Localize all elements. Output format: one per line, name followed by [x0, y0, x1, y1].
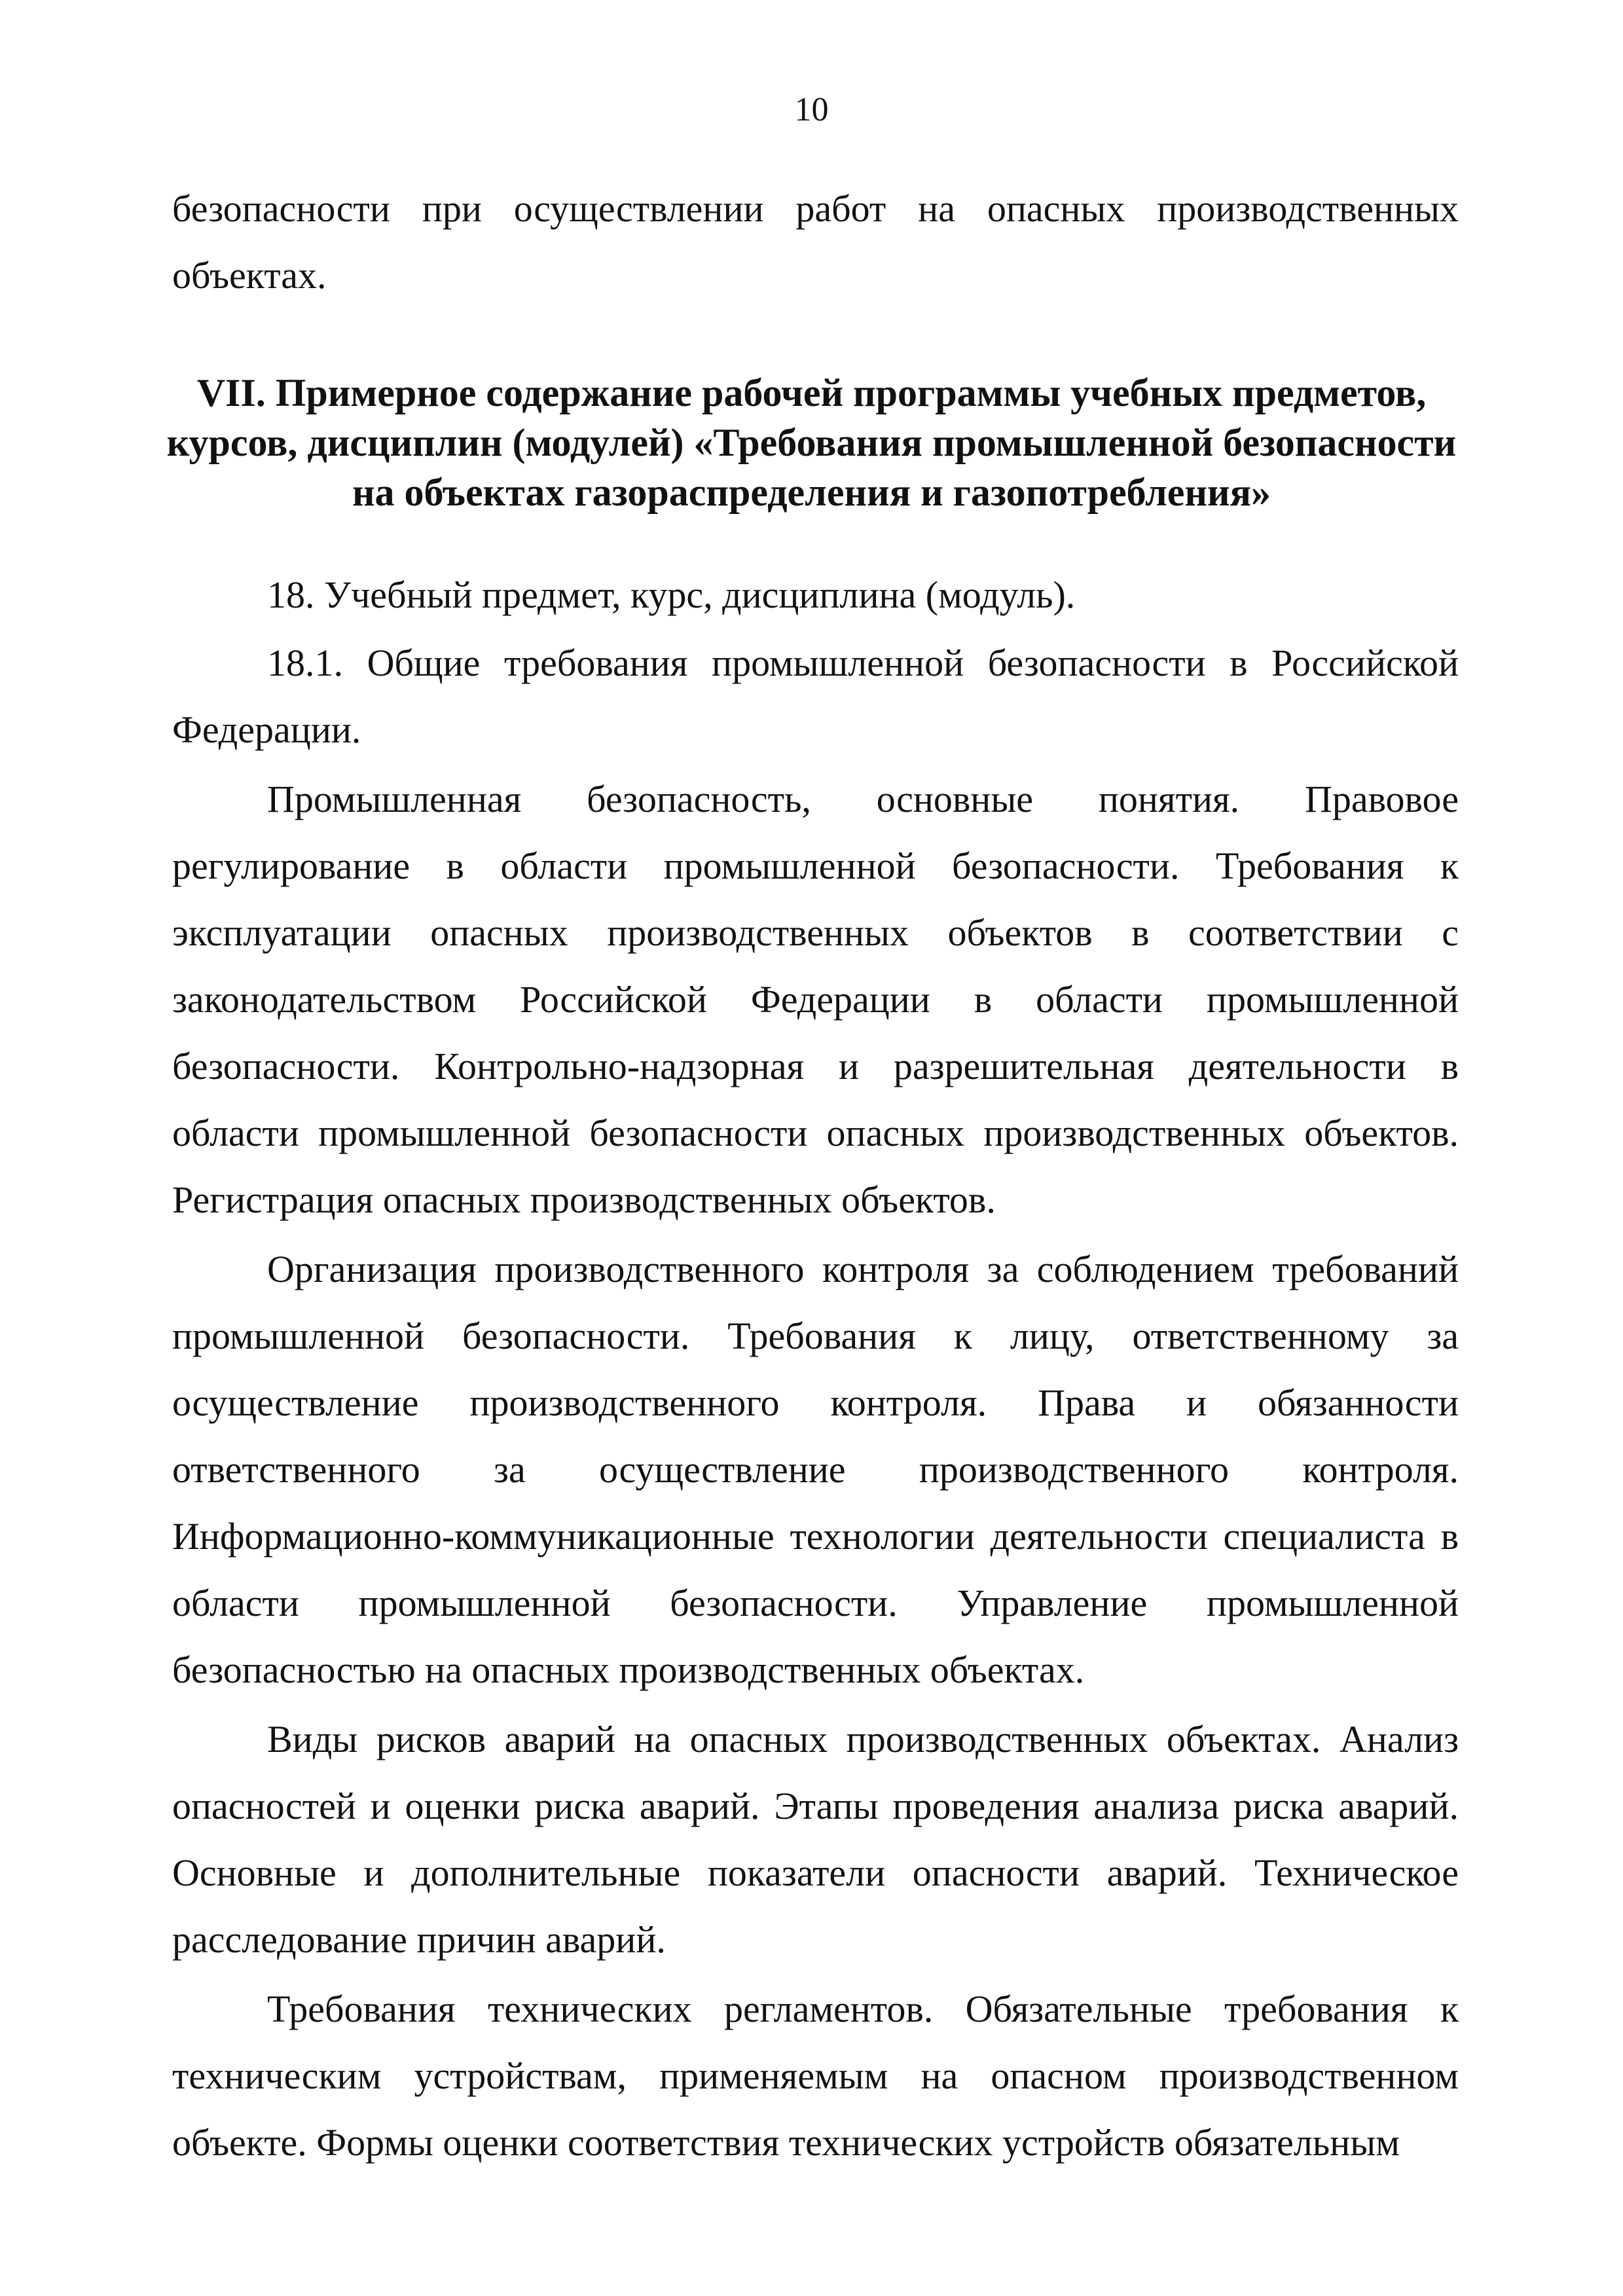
- item-18-text: 18. Учебный предмет, курс, дисциплина (модуль).: [267, 574, 1076, 616]
- paragraph-4-text: Требования технических регламентов. Обязательные требования к техническим устройствам, применяемым на опасном производственном объекте. Формы оценки соответствия технических устройств обязательным: [172, 1988, 1459, 2164]
- paragraph-2-text: Организация производственного контроля за соблюдением требований промышленной безопасности. Требования к лицу, ответственному за осуществление производственного контроля. Права и обязанности ответственного за осуществление производственного контроля. Информационно-коммуникационные технологии деятельности специалиста в области промышленной безопасности. Управление промышленной безопасностью на опасных производственных объектах.: [172, 1248, 1459, 1691]
- continuation-text: безопасности при осуществлении работ на опасных производственных объектах.: [172, 187, 1459, 297]
- paragraph-1: [172, 766, 1459, 1233]
- paragraph-3-text: Виды рисков аварий на опасных производственных объектах. Анализ опасностей и оценки риска аварий. Этапы проведения анализа риска аварий. Основные и дополнительные показатели опасности аварий. Техническое расследование причин аварий.: [172, 1718, 1459, 1961]
- page-number: 10: [794, 91, 829, 128]
- item-18-1: [172, 630, 1459, 763]
- paragraph-2: [172, 1236, 1459, 1704]
- paragraph-4: [172, 1976, 1459, 2176]
- section-heading-line-1: VII. Примерное содержание рабочей программы учебных предметов,: [196, 371, 1427, 414]
- section-heading: [131, 368, 1492, 517]
- paragraph-3: [172, 1706, 1459, 1973]
- section-heading-line-2: курсов, дисциплин (модулей) «Требования промышленной безопасности: [166, 421, 1457, 464]
- section-heading-line-3: на объектах газораспределения и газопотребления»: [352, 471, 1271, 514]
- item-18: [172, 562, 1459, 629]
- item-18-1-text: 18.1. Общие требования промышленной безопасности в Российской Федерации.: [172, 642, 1459, 751]
- continuation-paragraph: [172, 175, 1459, 309]
- paragraph-1-text: Промышленная безопасность, основные понятия. Правовое регулирование в области промышленной безопасности. Требования к эксплуатации опасных производственных объектов в соответствии с законодательством Российской Федерации в области промышленной безопасности. Контрольно-надзорная и разрешительная деятельности в области промышленной безопасности опасных производственных объектов. Регистрация опасных производственных объектов.: [172, 778, 1459, 1221]
